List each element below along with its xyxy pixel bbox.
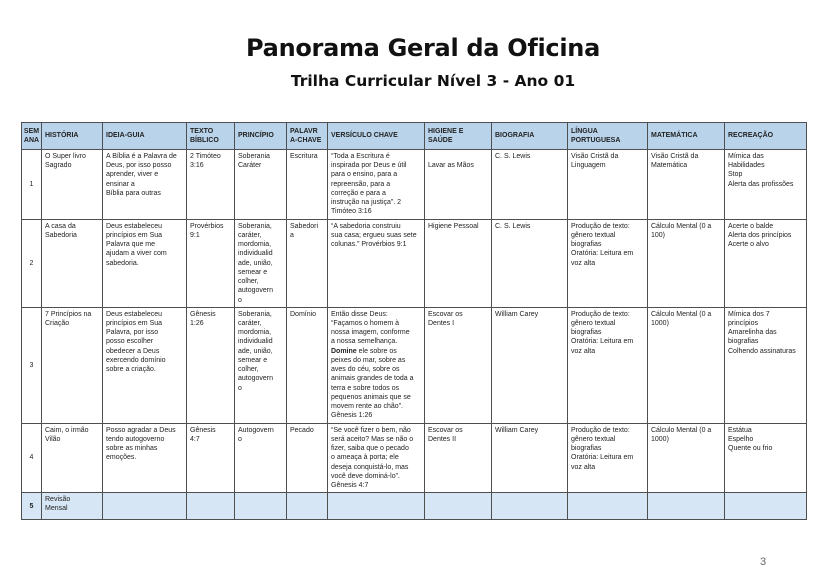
- cell-lingua: Produção de texto: gênero textual biografias Oratória: Leitura em voz alta: [568, 423, 648, 493]
- cell-matematica: Cálculo Mental (0 a 1000): [648, 423, 725, 493]
- column-header-ideia-guia: IDEIA-GUIA: [103, 123, 187, 150]
- cell-higiene: Lavar as Mãos: [425, 150, 492, 220]
- cell-texto: [187, 493, 235, 520]
- cell-versiculo: [328, 493, 425, 520]
- cell-higiene: [425, 493, 492, 520]
- cell-versiculo: “Se você fizer o bem, não será aceito? Mas se não o fizer, saiba que o pecado o ameaça à porta; ele deseja conquistá-lo, mas você deve dominá-lo”. Gênesis 4:7: [328, 423, 425, 493]
- column-header-biografia: BIOGRAFIA: [492, 123, 568, 150]
- cell-biografia: [492, 493, 568, 520]
- week-number-cell: 4: [22, 423, 42, 493]
- curriculum-table: [21, 122, 807, 520]
- cell-recreacao: [725, 493, 807, 520]
- cell-ideia: Posso agradar a Deus tendo autogoverno sobre as minhas emoções.: [103, 423, 187, 493]
- cell-principio: [235, 493, 287, 520]
- column-header-texto-biblico: TEXTO BÍBLICO: [187, 123, 235, 150]
- cell-historia: O Super livro Sagrado: [42, 150, 103, 220]
- cell-texto: Gênesis 4:7: [187, 423, 235, 493]
- column-header-palavra-chave: PALAVR A-CHAVE: [287, 123, 328, 150]
- column-header-lingua-portuguesa: LÍNGUA PORTUGUESA: [568, 123, 648, 150]
- cell-historia: 7 Princípios na Criação: [42, 307, 103, 423]
- cell-palavra: Escritura: [287, 150, 328, 220]
- cell-palavra: Sabedori a: [287, 219, 328, 307]
- week-number-cell: 1: [22, 150, 42, 220]
- cell-matematica: Visão Cristã da Matemática: [648, 150, 725, 220]
- column-header-recreacao: RECREAÇÃO: [725, 123, 807, 150]
- cell-ideia: Deus estabeleceu princípios em Sua Palavra, por isso posso escolher obedecer a Deus exercendo domínio sobre a criação.: [103, 307, 187, 423]
- cell-biografia: William Carey: [492, 307, 568, 423]
- table-row: [22, 423, 807, 493]
- cell-versiculo: Então disse Deus: “Façamos o homem à nossa imagem, conforme a nossa semelhança. Domine ele sobre os peixes do mar, sobre as aves do céu, sobre os animais grandes de toda a terra e sobre todos os pequenos animais que se movem rente ao chão”. Gênesis 1:26: [328, 307, 425, 423]
- cell-biografia: C. S. Lewis: [492, 219, 568, 307]
- cell-recreacao: Mímica das Habilidades Stop Alerta das profissões: [725, 150, 807, 220]
- cell-palavra: [287, 493, 328, 520]
- cell-versiculo: “A sabedoria construiu sua casa; ergueu suas sete colunas.” Provérbios 9:1: [328, 219, 425, 307]
- cell-recreacao: Mímica dos 7 princípios Amarelinha das biografias Colhendo assinaturas: [725, 307, 807, 423]
- column-header-principio: PRINCÍPIO: [235, 123, 287, 150]
- table-row: [22, 219, 807, 307]
- column-header-semana: SEM ANA: [22, 123, 42, 150]
- cell-principio: Soberania, caráter, mordomia, individualid ade, união, semear e colher, autogovern o: [235, 307, 287, 423]
- cell-principio: Soberania Caráter: [235, 150, 287, 220]
- cell-principio: Autogovern o: [235, 423, 287, 493]
- cell-matematica: [648, 493, 725, 520]
- cell-biografia: C. S. Lewis: [492, 150, 568, 220]
- column-header-versiculo-chave: VERSÍCULO CHAVE: [328, 123, 425, 150]
- column-header-historia: HISTÓRIA: [42, 123, 103, 150]
- cell-recreacao: Acerte o balde Alerta dos princípios Acerte o alvo: [725, 219, 807, 307]
- week-number-cell: 5: [22, 493, 42, 520]
- cell-historia: A casa da Sabedoria: [42, 219, 103, 307]
- page-subtitle: Trilha Curricular Nível 3 - Ano 01: [290, 72, 576, 90]
- cell-palavra: Domínio: [287, 307, 328, 423]
- cell-texto: Provérbios 9:1: [187, 219, 235, 307]
- table-row: [22, 150, 807, 220]
- cell-biografia: William Carey: [492, 423, 568, 493]
- cell-ideia: Deus estabeleceu princípios em Sua Palavra que me ajudam a viver com sabedoria.: [103, 219, 187, 307]
- table-row: [22, 307, 807, 423]
- page-title: Panorama Geral da Oficina: [246, 34, 600, 62]
- cell-lingua: [568, 493, 648, 520]
- column-header-matematica: MATEMÁTICA: [648, 123, 725, 150]
- cell-lingua: Produção de texto: gênero textual biografias Oratória: Leitura em voz alta: [568, 219, 648, 307]
- week-number-cell: 2: [22, 219, 42, 307]
- cell-versiculo: “Toda a Escritura é inspirada por Deus e útil para o ensino, para a repreensão, para a correção e para a instrução na justiça”. 2 Timóteo 3:16: [328, 150, 425, 220]
- cell-principio: Soberania, caráter, mordomia, individualid ade, união, semear e colher, autogovern o: [235, 219, 287, 307]
- cell-texto: Gênesis 1:26: [187, 307, 235, 423]
- cell-lingua: Produção de texto: gênero textual biografias Oratória: Leitura em voz alta: [568, 307, 648, 423]
- cell-historia: Revisão Mensal: [42, 493, 103, 520]
- cell-higiene: Escovar os Dentes II: [425, 423, 492, 493]
- table-header-row: [22, 123, 807, 150]
- cell-ideia: A Bíblia é a Palavra de Deus, por isso posso aprender, viver e ensinar a Bíblia para outras: [103, 150, 187, 220]
- cell-ideia: [103, 493, 187, 520]
- cell-recreacao: Estátua Espelho Quente ou frio: [725, 423, 807, 493]
- cell-matematica: Cálculo Mental (0 a 1000): [648, 307, 725, 423]
- column-header-higiene-saude: HIGIENE E SAÚDE: [425, 123, 492, 150]
- cell-historia: Caim, o irmão Vilão: [42, 423, 103, 493]
- cell-texto: 2 Timóteo 3:16: [187, 150, 235, 220]
- cell-palavra: Pecado: [287, 423, 328, 493]
- cell-higiene: Escovar os Dentes I: [425, 307, 492, 423]
- page-number: 3: [760, 556, 767, 568]
- week-number-cell: 3: [22, 307, 42, 423]
- table-row: [22, 493, 807, 520]
- cell-higiene: Higiene Pessoal: [425, 219, 492, 307]
- cell-lingua: Visão Cristã da Linguagem: [568, 150, 648, 220]
- cell-matematica: Cálculo Mental (0 a 100): [648, 219, 725, 307]
